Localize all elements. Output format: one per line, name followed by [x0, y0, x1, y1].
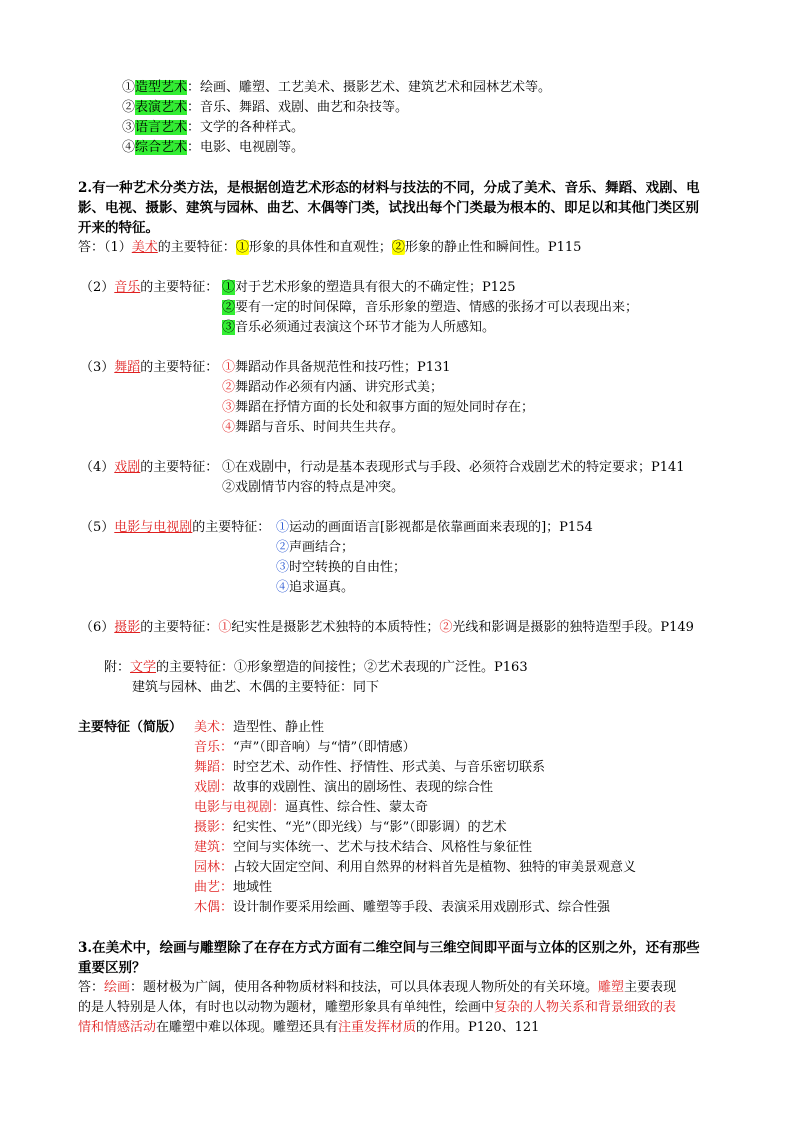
category-line-3: ③语言艺术：文学的各种样式。 — [122, 120, 305, 135]
question-3-line-2: 重要区别？ — [78, 960, 146, 976]
dianying-item-1: ①运动的画面语言[影视都是依靠画面来表现的]；P154 — [276, 520, 593, 535]
wudao-item-2: ②舞蹈动作必须有内涵、讲究形式美； — [222, 380, 444, 395]
answer-3-line-1: 答：绘画：题材极为广阔，使用各种物质材料和技法，可以具体表现人物所处的有关环境。雕塑主要表现 — [78, 980, 677, 995]
wudao-item-3: ③舞蹈在抒情方面的长处和叙事方面的短处同时存在； — [222, 400, 535, 415]
brief-title: 主要特征（简版） — [78, 720, 183, 735]
question-2-line-3: 开来的特征。 — [78, 220, 159, 236]
brief-item: 美术：造型性、静止性 — [194, 720, 325, 735]
answer-meishu: 答：（1）美术的主要特征：①形象的具体性和直观性；②形象的静止性和瞬间性。P115 — [78, 240, 582, 255]
xiju-item-1: ①在戏剧中，行动是基本表现形式与手段、必须符合戏剧艺术的特定要求；P141 — [222, 460, 685, 475]
category-line-4: ④综合艺术：电影、电视剧等。 — [122, 140, 305, 155]
brief-item: 曲艺：地域性 — [194, 880, 273, 895]
appendix-wenxue: 附：文学的主要特征：①形象塑造的间接性；②艺术表现的广泛性。P163 — [104, 660, 528, 675]
brief-item: 园林：占较大固定空间、利用自然界的材料首先是植物、独特的审美景观意义 — [194, 860, 637, 875]
question-2-line-2: 影、电视、摄影、建筑与园林、曲艺、木偶等门类，试找出每个门类最为根本的、即足以和其他门类区别 — [78, 200, 699, 216]
answer-xiju: （4）戏剧的主要特征： — [80, 460, 219, 475]
category-name: 表演艺术 — [135, 100, 188, 115]
answer-3-line-2: 的是人特别是人体，有时也以动物为题材，雕塑形象具有单纯性，绘画中复杂的人物关系和背景细致的表 — [78, 1000, 677, 1015]
appendix-others: 建筑与园林、曲艺、木偶的主要特征：同下 — [132, 680, 380, 695]
question-2-line-1: 2.有一种艺术分类方法，是根据创造艺术形态的材料与技法的不同，分成了美术、音乐、舞蹈、戏剧、电 — [78, 180, 700, 196]
answer-sheying: （6）摄影的主要特征：①纪实性是摄影艺术独特的本质特性；②光线和影调是摄影的独特造型手段。P149 — [80, 620, 694, 635]
brief-item: 木偶：设计制作要采用绘画、雕塑等手段、表演采用戏剧形式、综合性强 — [194, 900, 611, 915]
category-name: 综合艺术 — [135, 140, 188, 155]
category-line-1: ①造型艺术：绘画、雕塑、工艺美术、摄影艺术、建筑艺术和园林艺术等。 — [122, 80, 552, 95]
yinyue-item-2: ②要有一定的时间保障，音乐形象的塑造、情感的张扬才可以表现出来； — [222, 300, 639, 315]
brief-item: 音乐：“声”（即音响）与“情”（即情感） — [194, 740, 416, 755]
xiju-item-2: ②戏剧情节内容的特点是冲突。 — [222, 480, 405, 495]
wudao-item-4: ④舞蹈与音乐、时间共生共存。 — [222, 420, 405, 435]
brief-item: 电影与电视剧：逼真性、综合性、蒙太奇 — [194, 800, 429, 815]
category-name: 语言艺术 — [135, 120, 188, 135]
brief-item: 戏剧：故事的戏剧性、演出的剧场性、表现的综合性 — [194, 780, 494, 795]
category-name: 造型艺术 — [135, 80, 188, 95]
answer-wudao: （3）舞蹈的主要特征： — [80, 360, 219, 375]
question-3-line-1: 3.在美术中，绘画与雕塑除了在存在方式方面有二维空间与三维空间即平面与立体的区别之外，还有那些 — [78, 940, 700, 956]
yinyue-item-1: ①对于艺术形象的塑造具有很大的不确定性；P125 — [222, 280, 516, 295]
brief-item: 舞蹈：时空艺术、动作性、抒情性、形式美、与音乐密切联系 — [194, 760, 546, 775]
category-line-2: ②表演艺术：音乐、舞蹈、戏剧、曲艺和杂技等。 — [122, 100, 409, 115]
dianying-item-4: ④追求逼真。 — [276, 580, 355, 595]
wudao-item-1: ①舞蹈动作具备规范性和技巧性；P131 — [222, 360, 451, 375]
answer-yinyue: （2）音乐的主要特征： — [80, 280, 219, 295]
answer-3-line-3: 情和情感活动在雕塑中难以体现。雕塑还具有注重发挥材质的作用。P120、121 — [78, 1020, 540, 1035]
brief-item: 建筑：空间与实体统一、艺术与技术结合、风格性与象征性 — [194, 840, 533, 855]
answer-dianying: （5）电影与电视剧的主要特征： — [80, 520, 271, 535]
brief-item: 摄影：纪实性、“光”（即光线）与“影”（即影调）的艺术 — [194, 820, 507, 835]
yinyue-item-3: ③音乐必须通过表演这个环节才能为人所感知。 — [222, 320, 496, 335]
dianying-item-3: ③时空转换的自由性； — [276, 560, 407, 575]
dianying-item-2: ②声画结合； — [276, 540, 355, 555]
